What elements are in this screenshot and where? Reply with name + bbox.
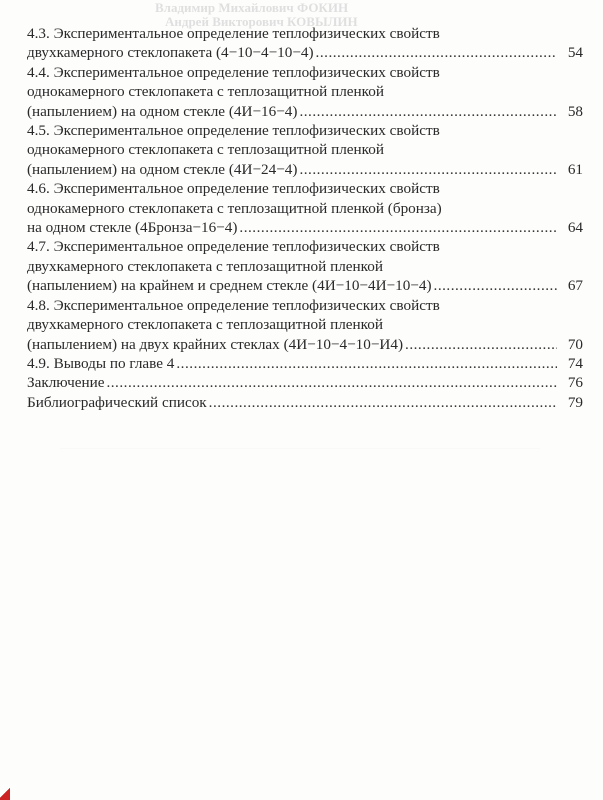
- red-corner-mark: [0, 786, 10, 800]
- toc-entry-text: (напылением) на одном стекле (4И−24−4): [27, 160, 298, 178]
- page-number: 64: [567, 219, 583, 237]
- toc-entry-conclusion[interactable]: [27, 373, 583, 392]
- toc-entry-text: на одном стекле (4Бронза−16−4): [27, 219, 238, 237]
- toc-entry-4-8[interactable]: [27, 296, 583, 354]
- dot-leader: [299, 102, 557, 121]
- page-number: 58: [567, 102, 583, 120]
- toc-entry-4-7[interactable]: [27, 237, 583, 295]
- toc-entry-text: однокамерного стеклопакета с теплозащитной пленкой: [27, 83, 385, 101]
- dot-leader: [106, 373, 557, 392]
- toc-entry-text: (напылением) на крайнем и среднем стекле (4И−10−4И−10−4): [27, 277, 432, 295]
- bleed-through-title-2: Андрей Викторович КОВЫЛИН: [165, 14, 358, 29]
- toc-entry-text: однокамерного стеклопакета с теплозащитной пленкой: [27, 141, 385, 159]
- toc-entry-text: однокамерного стеклопакета с теплозащитной пленкой (бронза): [27, 199, 442, 217]
- dot-leader: [434, 276, 557, 295]
- dot-leader: [176, 354, 557, 373]
- toc-entry-text: 4.4. Экспериментальное определение теплофизических свойств: [27, 63, 440, 81]
- page-number: 70: [567, 335, 583, 353]
- toc-entry-text: 4.7. Экспериментальное определение теплофизических свойств: [27, 238, 440, 256]
- toc-entry-4-5[interactable]: [27, 121, 583, 179]
- page-number: 74: [567, 354, 583, 372]
- toc-entry-text: 4.8. Экспериментальное определение теплофизических свойств: [27, 296, 440, 314]
- toc-entry-text: (напылением) на двух крайних стеклах (4И−10−4−10−И4): [27, 335, 404, 353]
- dot-leader: [209, 393, 557, 412]
- bleed-through-imprint: [60, 448, 540, 609]
- page-number: 67: [567, 277, 583, 295]
- toc-entry-4-6[interactable]: [27, 179, 583, 237]
- toc-entry-text: двухкамерного стеклопакета с теплозащитной пленкой: [27, 316, 383, 334]
- dot-leader: [405, 335, 557, 354]
- toc-entry-text: Заключение: [27, 374, 105, 392]
- toc-entry-text: (напылением) на одном стекле (4И−16−4): [27, 102, 298, 120]
- toc-entry-text: 4.9. Выводы по главе 4: [27, 354, 175, 372]
- toc-entry-text: 4.5. Экспериментальное определение теплофизических свойств: [27, 122, 440, 140]
- dot-leader: [239, 218, 557, 237]
- toc-entry-text: 4.3. Экспериментальное определение теплофизических свойств: [27, 25, 440, 42]
- page-number: 79: [567, 393, 583, 411]
- dot-leader: [299, 160, 557, 179]
- page-number: 61: [567, 160, 583, 178]
- page-number: 76: [567, 374, 583, 392]
- toc-entry-4-3[interactable]: [27, 24, 583, 63]
- toc-entry-bibliography[interactable]: [27, 393, 583, 412]
- toc-entry-4-4[interactable]: [27, 63, 583, 121]
- page-number: 54: [567, 44, 583, 62]
- toc-entry-text: двухкамерного стеклопакета с теплозащитной пленкой: [27, 257, 383, 275]
- table-of-contents: [27, 24, 583, 412]
- bleed-through-title: Владимир Михайлович ФОКИН: [155, 0, 349, 15]
- toc-entry-4-9[interactable]: [27, 354, 583, 373]
- toc-entry-text: 4.6. Экспериментальное определение теплофизических свойств: [27, 180, 440, 198]
- dot-leader: [316, 43, 557, 62]
- toc-entry-text: Библиографический список: [27, 393, 207, 411]
- toc-entry-text: двухкамерного стеклопакета (4−10−4−10−4): [27, 44, 314, 62]
